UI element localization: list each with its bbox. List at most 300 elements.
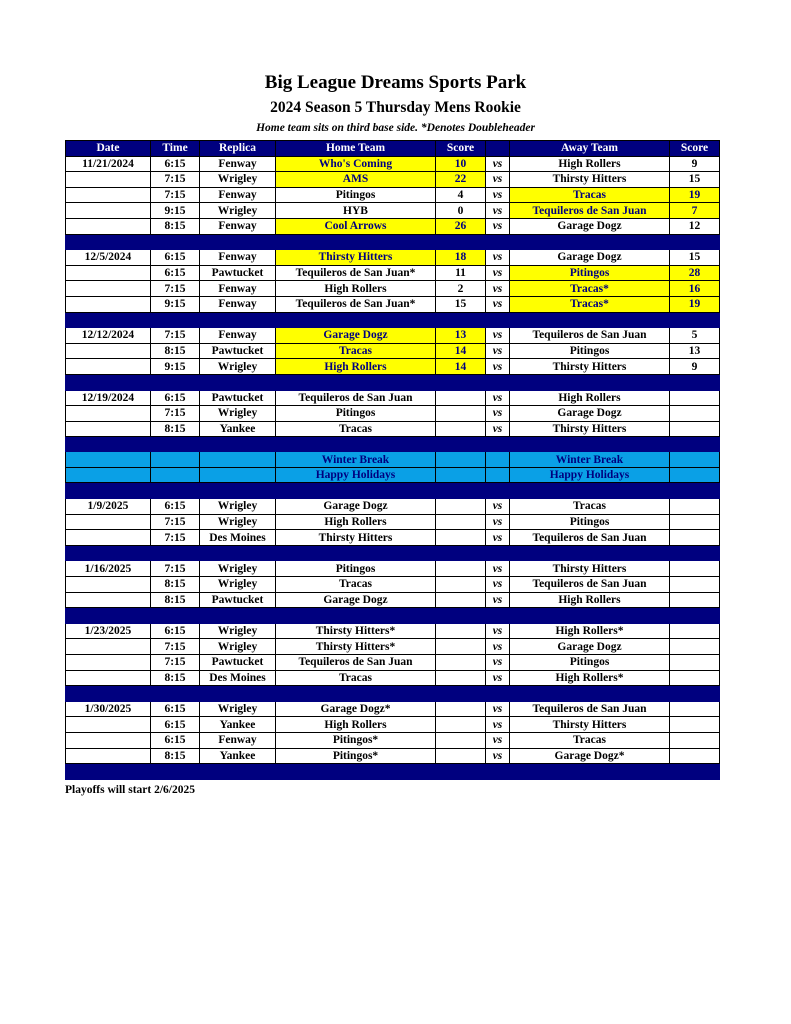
game-row: [66, 732, 720, 748]
away-team: Tracas: [510, 187, 670, 203]
separator-cell: [276, 234, 436, 250]
doubleheader-note: Home team sits on third base side. *Denotes Doubleheader: [256, 122, 535, 134]
vs-label: vs: [486, 732, 510, 748]
week-separator: [66, 545, 720, 561]
home-team: Who's Coming: [276, 156, 436, 172]
game-date: 1/30/2025: [66, 701, 151, 717]
game-date: [66, 265, 151, 281]
away-score: [670, 421, 720, 437]
separator-cell: [151, 234, 200, 250]
away-team: High Rollers*: [510, 623, 670, 639]
header-row: [66, 141, 720, 157]
vs-label: vs: [486, 187, 510, 203]
game-date: [66, 514, 151, 530]
home-score: 14: [436, 343, 486, 359]
separator-cell: [670, 686, 720, 702]
page-subtitle: 2024 Season 5 Thursday Mens Rookie: [270, 99, 521, 116]
home-team: Thirsty Hitters*: [276, 623, 436, 639]
home-team: Pitingos: [276, 561, 436, 577]
game-date: 12/12/2024: [66, 328, 151, 344]
vs-label: vs: [486, 499, 510, 515]
game-row: [66, 701, 720, 717]
home-team: Thirsty Hitters: [276, 250, 436, 266]
separator-cell: [510, 764, 670, 780]
home-team: High Rollers: [276, 281, 436, 297]
game-field: Fenway: [200, 218, 276, 234]
away-team: Tequileros de San Juan: [510, 203, 670, 219]
away-score: 19: [670, 296, 720, 312]
vs-label: vs: [486, 172, 510, 188]
game-date: [66, 748, 151, 764]
break-away-label: Winter Break: [510, 452, 670, 468]
separator-cell: [276, 545, 436, 561]
separator-cell: [670, 312, 720, 328]
away-score: [670, 655, 720, 671]
home-score: [436, 701, 486, 717]
game-row: [66, 748, 720, 764]
vs-label: vs: [486, 390, 510, 406]
separator-cell: [200, 312, 276, 328]
week-separator: [66, 374, 720, 390]
separator-cell: [200, 545, 276, 561]
game-time: 8:15: [151, 670, 200, 686]
home-team: High Rollers: [276, 359, 436, 375]
home-team: Tracas: [276, 343, 436, 359]
separator-cell: [151, 764, 200, 780]
home-score: [436, 499, 486, 515]
winter-break-row: [66, 452, 720, 468]
separator-cell: [151, 374, 200, 390]
break-cell: [670, 467, 720, 483]
game-date: [66, 577, 151, 593]
game-row: [66, 530, 720, 546]
winter-break-row: [66, 467, 720, 483]
game-row: [66, 655, 720, 671]
separator-cell: [670, 483, 720, 499]
game-date: [66, 172, 151, 188]
game-field: Fenway: [200, 328, 276, 344]
game-time: 9:15: [151, 203, 200, 219]
vs-label: vs: [486, 250, 510, 266]
game-row: [66, 328, 720, 344]
home-score: [436, 732, 486, 748]
separator-cell: [486, 686, 510, 702]
separator-cell: [436, 312, 486, 328]
week-separator: [66, 312, 720, 328]
game-field: Pawtucket: [200, 343, 276, 359]
game-field: Fenway: [200, 156, 276, 172]
away-score: 28: [670, 265, 720, 281]
game-field: Yankee: [200, 421, 276, 437]
game-date: [66, 406, 151, 422]
schedule-body: [66, 156, 720, 779]
separator-cell: [200, 483, 276, 499]
game-time: 6:15: [151, 701, 200, 717]
game-time: 7:15: [151, 639, 200, 655]
break-cell: [151, 452, 200, 468]
game-time: 7:15: [151, 406, 200, 422]
away-team: Pitingos: [510, 265, 670, 281]
separator-cell: [486, 764, 510, 780]
separator-cell: [276, 374, 436, 390]
separator-cell: [66, 483, 151, 499]
away-team: Thirsty Hitters: [510, 359, 670, 375]
separator-cell: [486, 437, 510, 452]
away-score: [670, 406, 720, 422]
game-date: [66, 218, 151, 234]
break-cell: [151, 467, 200, 483]
home-score: [436, 639, 486, 655]
game-field: Fenway: [200, 187, 276, 203]
game-time: 6:15: [151, 717, 200, 733]
game-field: Fenway: [200, 250, 276, 266]
home-team: Tracas: [276, 421, 436, 437]
game-field: Wrigley: [200, 203, 276, 219]
home-team: HYB: [276, 203, 436, 219]
away-team: High Rollers: [510, 390, 670, 406]
game-date: 11/21/2024: [66, 156, 151, 172]
separator-cell: [436, 545, 486, 561]
week-separator: [66, 234, 720, 250]
break-home-label: Happy Holidays: [276, 467, 436, 483]
game-field: Wrigley: [200, 172, 276, 188]
home-team: Pitingos: [276, 406, 436, 422]
game-date: [66, 717, 151, 733]
home-team: High Rollers: [276, 514, 436, 530]
away-score: [670, 561, 720, 577]
game-time: 7:15: [151, 281, 200, 297]
game-date: [66, 670, 151, 686]
game-row: [66, 156, 720, 172]
home-score: [436, 530, 486, 546]
game-date: [66, 343, 151, 359]
separator-cell: [276, 764, 436, 780]
away-team: Garage Dogz: [510, 639, 670, 655]
away-score: [670, 623, 720, 639]
separator-cell: [66, 608, 151, 624]
game-field: Pawtucket: [200, 592, 276, 608]
away-team: Garage Dogz: [510, 406, 670, 422]
col-home-score: Score: [436, 141, 486, 157]
home-score: [436, 592, 486, 608]
game-row: [66, 592, 720, 608]
game-field: Wrigley: [200, 359, 276, 375]
week-separator: [66, 764, 720, 780]
away-team: Thirsty Hitters: [510, 172, 670, 188]
game-time: 7:15: [151, 561, 200, 577]
away-team: Garage Dogz: [510, 250, 670, 266]
game-row: [66, 296, 720, 312]
separator-cell: [436, 483, 486, 499]
game-field: Wrigley: [200, 577, 276, 593]
col-replica: Replica: [200, 141, 276, 157]
game-date: [66, 655, 151, 671]
game-field: Wrigley: [200, 561, 276, 577]
game-field: Pawtucket: [200, 655, 276, 671]
away-score: [670, 530, 720, 546]
away-score: 9: [670, 156, 720, 172]
separator-cell: [486, 608, 510, 624]
game-time: 9:15: [151, 296, 200, 312]
separator-cell: [436, 374, 486, 390]
away-score: [670, 732, 720, 748]
game-field: Wrigley: [200, 514, 276, 530]
home-score: [436, 406, 486, 422]
vs-label: vs: [486, 701, 510, 717]
game-date: [66, 732, 151, 748]
separator-cell: [670, 437, 720, 452]
separator-cell: [66, 234, 151, 250]
home-team: Tracas: [276, 670, 436, 686]
home-score: [436, 655, 486, 671]
game-row: [66, 343, 720, 359]
game-row: [66, 390, 720, 406]
separator-cell: [486, 374, 510, 390]
separator-cell: [436, 764, 486, 780]
game-time: 8:15: [151, 421, 200, 437]
week-separator: [66, 608, 720, 624]
away-team: Thirsty Hitters: [510, 561, 670, 577]
home-team: Garage Dogz: [276, 592, 436, 608]
away-score: 15: [670, 172, 720, 188]
col-home-team: Home Team: [276, 141, 436, 157]
game-time: 8:15: [151, 343, 200, 359]
away-score: [670, 577, 720, 593]
vs-label: vs: [486, 406, 510, 422]
vs-label: vs: [486, 717, 510, 733]
home-score: 10: [436, 156, 486, 172]
away-team: Thirsty Hitters: [510, 717, 670, 733]
home-score: [436, 670, 486, 686]
game-row: [66, 187, 720, 203]
game-time: 8:15: [151, 218, 200, 234]
home-score: [436, 577, 486, 593]
away-score: [670, 748, 720, 764]
home-team: Tracas: [276, 577, 436, 593]
game-field: Wrigley: [200, 406, 276, 422]
page-title: Big League Dreams Sports Park: [264, 72, 527, 93]
break-cell: [486, 467, 510, 483]
game-row: [66, 577, 720, 593]
game-field: Wrigley: [200, 623, 276, 639]
break-cell: [200, 467, 276, 483]
away-score: 12: [670, 218, 720, 234]
home-team: Pitingos*: [276, 732, 436, 748]
separator-cell: [66, 686, 151, 702]
separator-cell: [200, 234, 276, 250]
separator-cell: [66, 374, 151, 390]
away-team: Garage Dogz*: [510, 748, 670, 764]
vs-label: vs: [486, 748, 510, 764]
home-score: 15: [436, 296, 486, 312]
game-row: [66, 359, 720, 375]
separator-cell: [510, 312, 670, 328]
away-team: Tequileros de San Juan: [510, 530, 670, 546]
game-row: [66, 499, 720, 515]
separator-cell: [670, 234, 720, 250]
break-cell: [66, 467, 151, 483]
away-score: [670, 701, 720, 717]
game-row: [66, 281, 720, 297]
vs-label: vs: [486, 421, 510, 437]
vs-label: vs: [486, 218, 510, 234]
vs-label: vs: [486, 359, 510, 375]
game-time: 7:15: [151, 655, 200, 671]
separator-cell: [510, 437, 670, 452]
game-time: 7:15: [151, 530, 200, 546]
separator-cell: [200, 437, 276, 452]
break-cell: [436, 452, 486, 468]
home-score: [436, 514, 486, 530]
separator-cell: [151, 437, 200, 452]
separator-cell: [510, 608, 670, 624]
home-score: [436, 390, 486, 406]
vs-label: vs: [486, 592, 510, 608]
game-row: [66, 514, 720, 530]
home-score: 4: [436, 187, 486, 203]
game-field: Des Moines: [200, 670, 276, 686]
away-score: 5: [670, 328, 720, 344]
game-field: Wrigley: [200, 499, 276, 515]
separator-cell: [436, 608, 486, 624]
away-team: High Rollers*: [510, 670, 670, 686]
home-team: Garage Dogz: [276, 328, 436, 344]
game-date: [66, 530, 151, 546]
col-away-score: Score: [670, 141, 720, 157]
vs-label: vs: [486, 639, 510, 655]
vs-label: vs: [486, 561, 510, 577]
away-score: [670, 717, 720, 733]
game-row: [66, 670, 720, 686]
game-time: 8:15: [151, 577, 200, 593]
home-team: Thirsty Hitters: [276, 530, 436, 546]
away-team: Tracas*: [510, 296, 670, 312]
game-date: [66, 296, 151, 312]
game-field: Wrigley: [200, 639, 276, 655]
away-team: Tequileros de San Juan: [510, 577, 670, 593]
away-team: Tracas*: [510, 281, 670, 297]
schedule-table: [65, 140, 720, 780]
home-team: Tequileros de San Juan*: [276, 296, 436, 312]
separator-cell: [510, 686, 670, 702]
separator-cell: [151, 545, 200, 561]
game-field: Fenway: [200, 296, 276, 312]
home-team: Garage Dogz: [276, 499, 436, 515]
game-row: [66, 172, 720, 188]
separator-cell: [510, 483, 670, 499]
away-team: Tequileros de San Juan: [510, 328, 670, 344]
separator-cell: [670, 608, 720, 624]
home-team: Thirsty Hitters*: [276, 639, 436, 655]
separator-cell: [200, 374, 276, 390]
separator-cell: [486, 545, 510, 561]
game-field: Yankee: [200, 748, 276, 764]
home-score: 26: [436, 218, 486, 234]
away-team: Pitingos: [510, 655, 670, 671]
vs-label: vs: [486, 328, 510, 344]
home-team: Garage Dogz*: [276, 701, 436, 717]
game-field: Wrigley: [200, 701, 276, 717]
game-row: [66, 561, 720, 577]
col-time: Time: [151, 141, 200, 157]
col-away-team: Away Team: [510, 141, 670, 157]
vs-label: vs: [486, 156, 510, 172]
away-team: Tracas: [510, 732, 670, 748]
home-team: Tequileros de San Juan: [276, 655, 436, 671]
separator-cell: [510, 545, 670, 561]
separator-cell: [200, 686, 276, 702]
vs-label: vs: [486, 281, 510, 297]
away-team: Tequileros de San Juan: [510, 701, 670, 717]
separator-cell: [670, 374, 720, 390]
playoffs-note: Playoffs will start 2/6/2025: [65, 784, 195, 796]
home-score: 22: [436, 172, 486, 188]
game-field: Fenway: [200, 732, 276, 748]
separator-cell: [510, 234, 670, 250]
separator-cell: [436, 686, 486, 702]
week-separator: [66, 437, 720, 452]
game-row: [66, 265, 720, 281]
col-vs: [486, 141, 510, 157]
game-date: 1/9/2025: [66, 499, 151, 515]
game-date: [66, 187, 151, 203]
game-time: 7:15: [151, 514, 200, 530]
game-time: 9:15: [151, 359, 200, 375]
break-cell: [670, 452, 720, 468]
vs-label: vs: [486, 530, 510, 546]
game-time: 6:15: [151, 623, 200, 639]
vs-label: vs: [486, 296, 510, 312]
separator-cell: [200, 608, 276, 624]
home-team: Cool Arrows: [276, 218, 436, 234]
game-time: 7:15: [151, 328, 200, 344]
separator-cell: [436, 437, 486, 452]
away-score: 16: [670, 281, 720, 297]
game-time: 6:15: [151, 499, 200, 515]
separator-cell: [151, 483, 200, 499]
game-field: Fenway: [200, 281, 276, 297]
break-cell: [486, 452, 510, 468]
separator-cell: [486, 234, 510, 250]
break-cell: [66, 452, 151, 468]
game-time: 6:15: [151, 732, 200, 748]
vs-label: vs: [486, 577, 510, 593]
game-field: Pawtucket: [200, 265, 276, 281]
home-team: Tequileros de San Juan: [276, 390, 436, 406]
vs-label: vs: [486, 623, 510, 639]
separator-cell: [276, 483, 436, 499]
game-row: [66, 639, 720, 655]
away-team: Pitingos: [510, 343, 670, 359]
separator-cell: [66, 312, 151, 328]
away-team: Thirsty Hitters: [510, 421, 670, 437]
game-date: [66, 203, 151, 219]
game-time: 6:15: [151, 390, 200, 406]
game-row: [66, 203, 720, 219]
separator-cell: [436, 234, 486, 250]
game-date: 1/16/2025: [66, 561, 151, 577]
separator-cell: [66, 437, 151, 452]
separator-cell: [486, 483, 510, 499]
away-score: 13: [670, 343, 720, 359]
away-team: High Rollers: [510, 156, 670, 172]
game-time: 8:15: [151, 592, 200, 608]
game-field: Pawtucket: [200, 390, 276, 406]
home-score: 11: [436, 265, 486, 281]
game-time: 6:15: [151, 265, 200, 281]
game-date: [66, 592, 151, 608]
home-score: 13: [436, 328, 486, 344]
